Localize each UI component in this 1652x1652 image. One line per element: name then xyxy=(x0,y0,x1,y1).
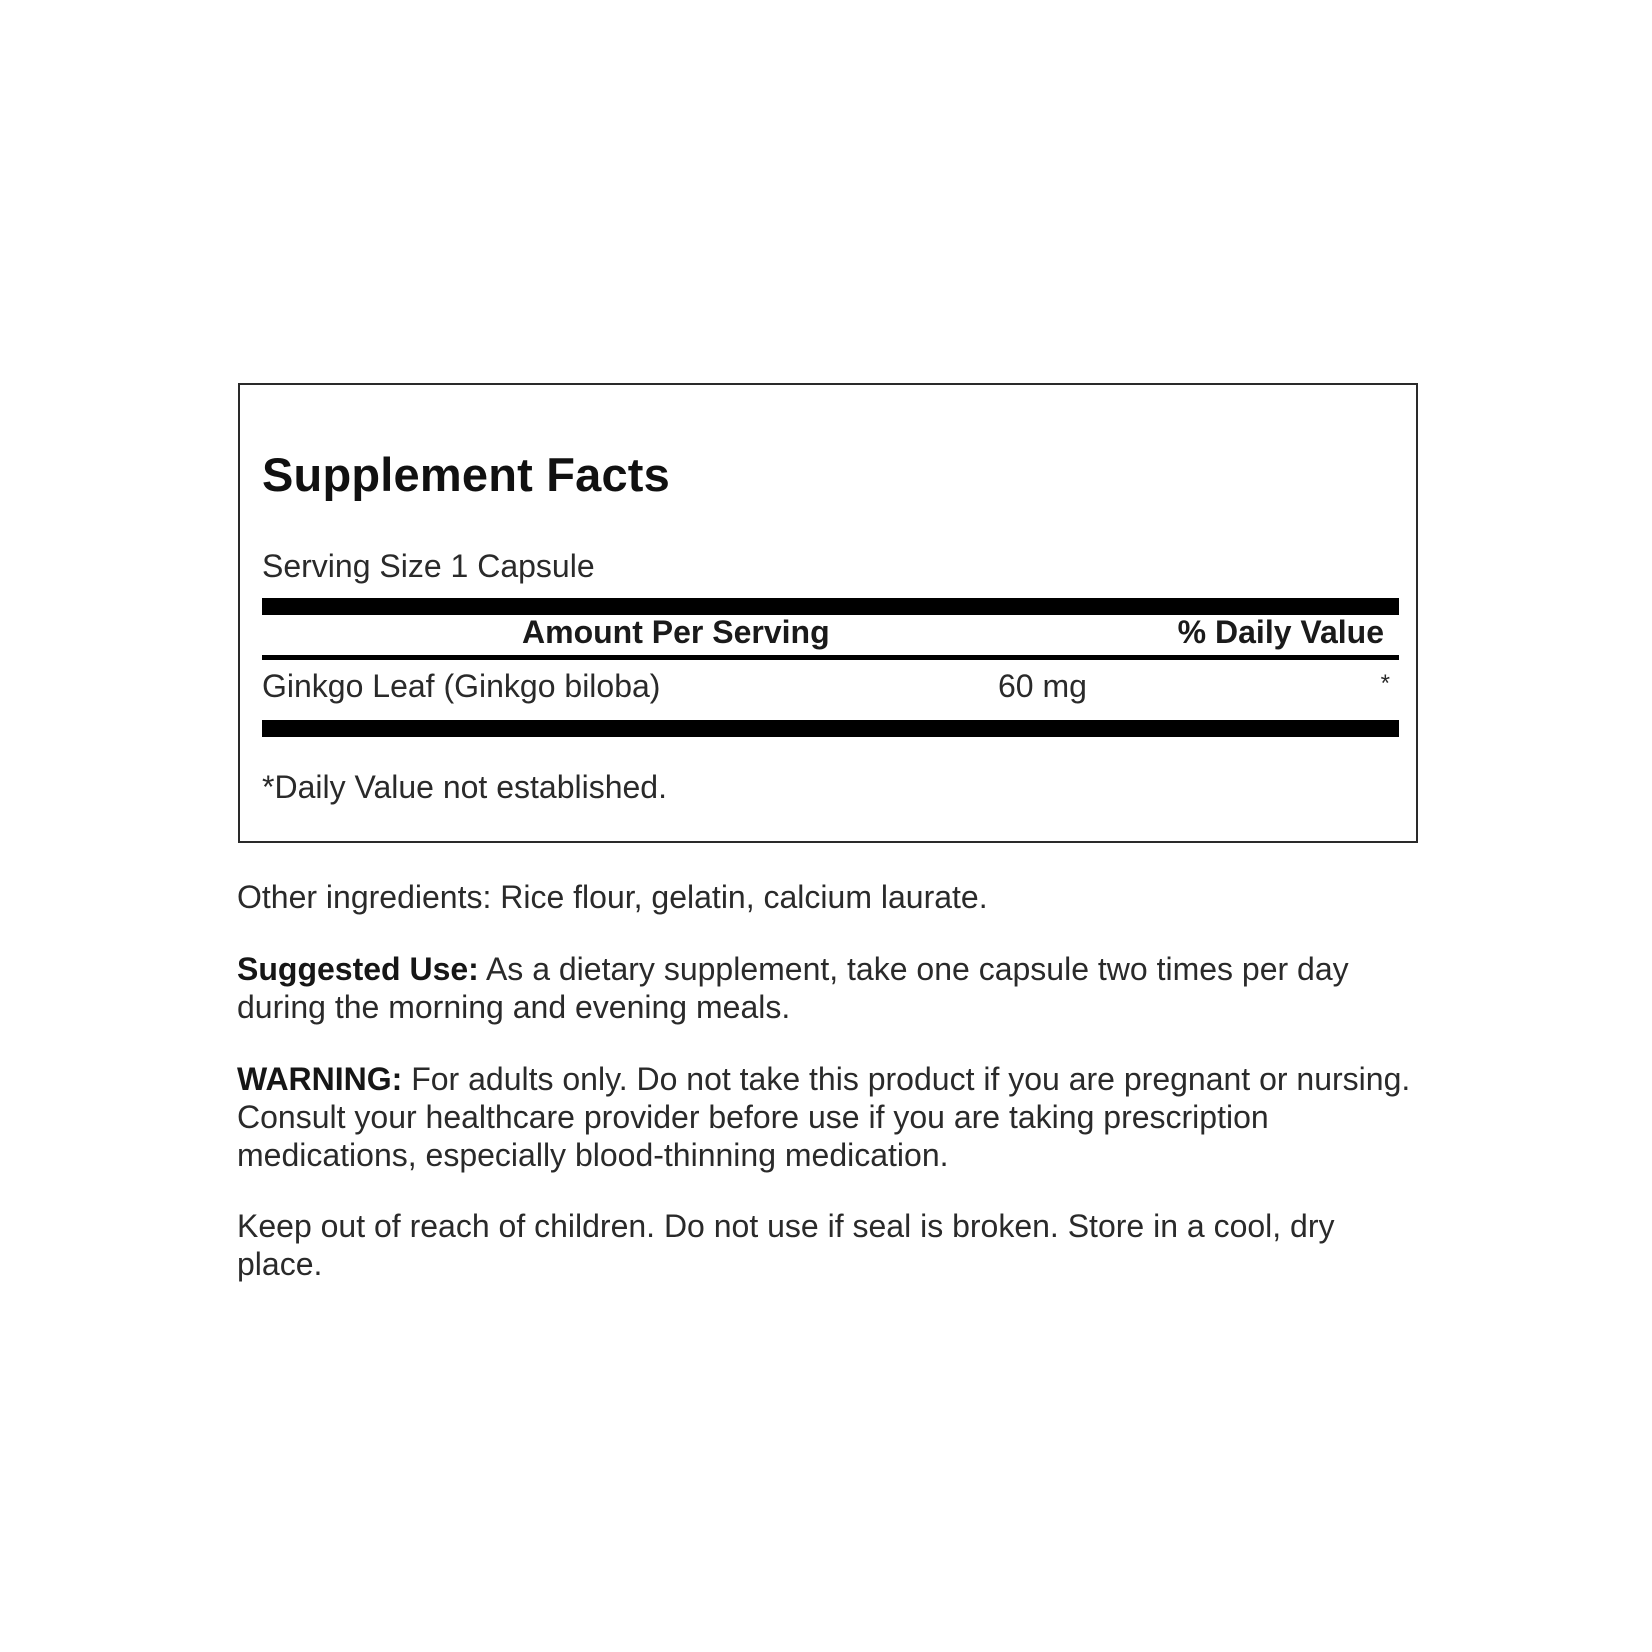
suggested-use-label: Suggested Use: xyxy=(237,951,479,987)
daily-value-header: % Daily Value xyxy=(1177,614,1384,650)
serving-size: Serving Size 1 Capsule xyxy=(262,548,595,584)
warning-text: For adults only. Do not take this product if you are pregnant or nursing. Consult your healthcare provider before use if you are taking prescription medications, especially blood-thinning medication. xyxy=(237,1061,1411,1173)
ingredient-daily-value: * xyxy=(1380,670,1390,697)
storage-notice xyxy=(237,1207,1417,1283)
suggested-use-text: As a dietary supplement, take one capsule two times per day during the morning and evening meals. xyxy=(237,951,1349,1025)
supplement-facts-panel xyxy=(238,383,1418,843)
daily-value-footnote: *Daily Value not established. xyxy=(262,769,667,805)
ingredient-name: Ginkgo Leaf (Ginkgo biloba) xyxy=(262,668,661,704)
amount-per-serving-header: Amount Per Serving xyxy=(522,614,830,650)
thick-divider-top xyxy=(262,598,1399,615)
other-ingredients-text: Other ingredients: Rice flour, gelatin, calcium laurate. xyxy=(237,879,988,915)
storage-text: Keep out of reach of children. Do not use if seal is broken. Store in a cool, dry place. xyxy=(237,1208,1335,1282)
warning-label: WARNING: xyxy=(237,1061,403,1097)
suggested-use xyxy=(237,950,1417,1026)
facts-title: Supplement Facts xyxy=(262,448,671,501)
thin-divider xyxy=(262,655,1399,660)
other-ingredients xyxy=(237,878,1417,916)
ingredient-amount: 60 mg xyxy=(998,668,1087,704)
warning xyxy=(237,1060,1417,1174)
thick-divider-bottom xyxy=(262,720,1399,737)
